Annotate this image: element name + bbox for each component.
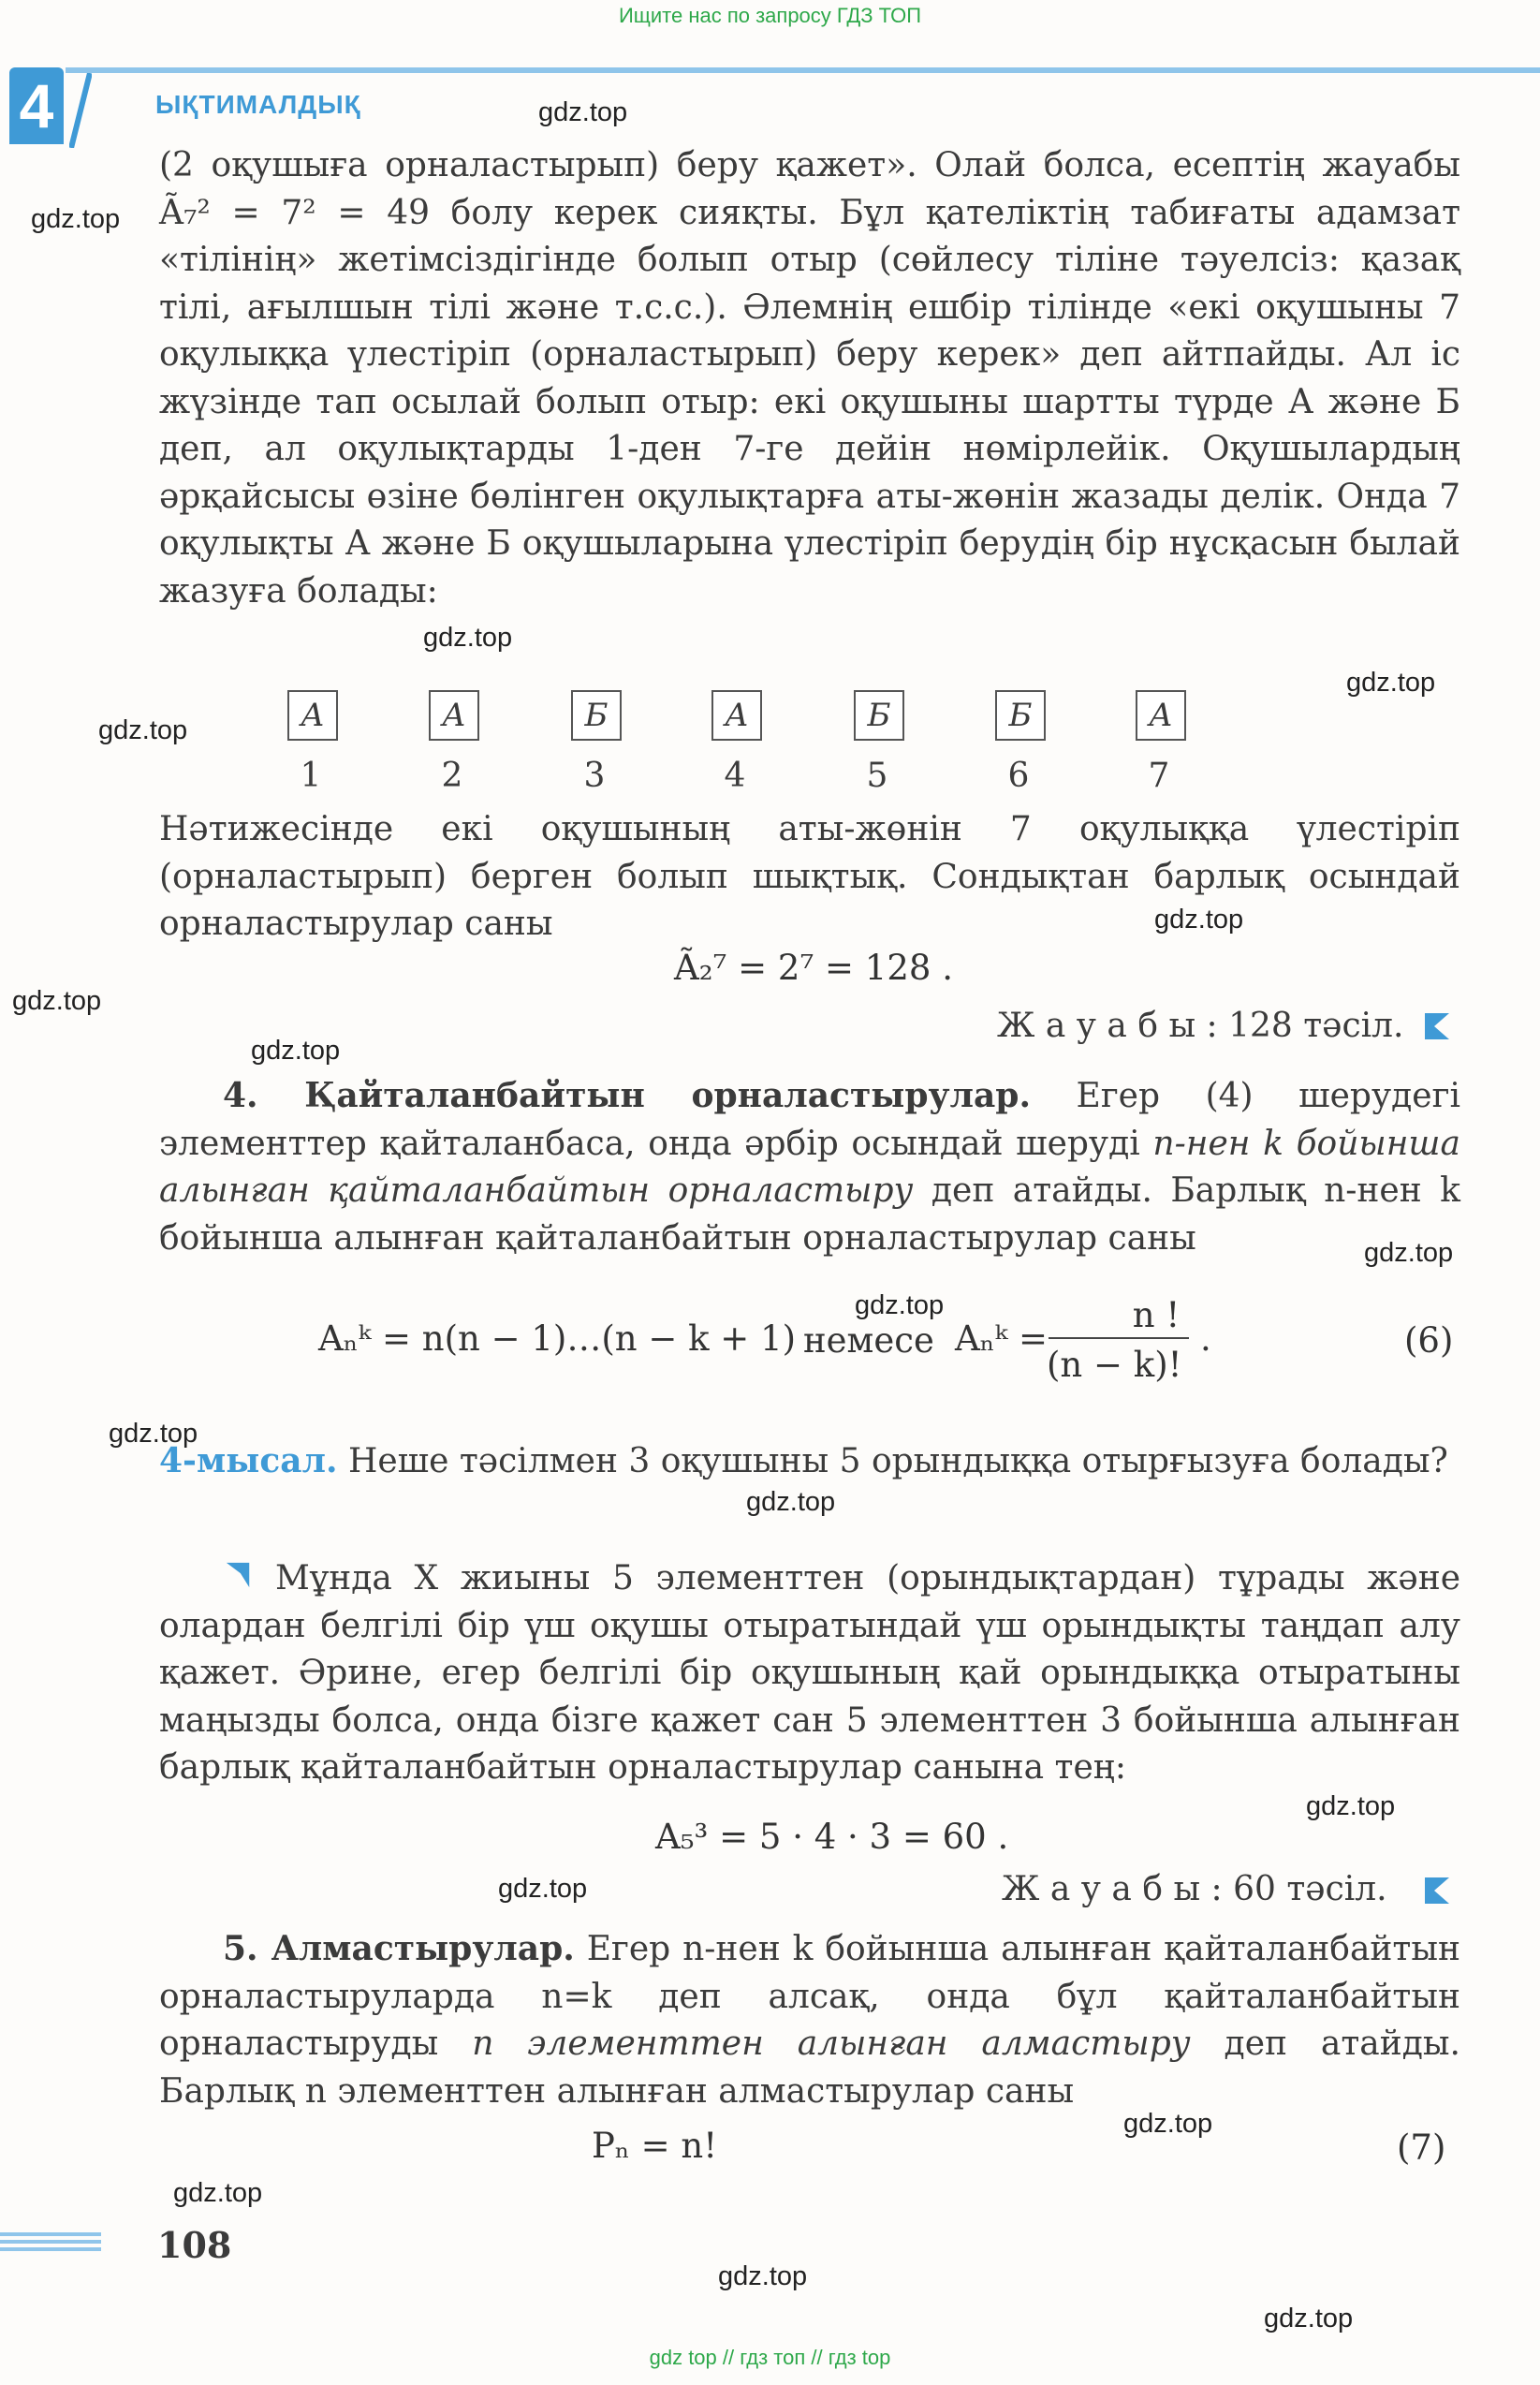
watermark-text: gdz.top	[12, 986, 102, 1016]
example-4-question	[159, 1437, 1460, 1486]
section-4-text-end: деп атайды. Барлық n-нен k бойынша алынған қайталанбайтын орналастырулар саны	[159, 1171, 1460, 1258]
section-4-heading: 4. Қайталанбайтын орналастырулар.	[223, 1076, 1031, 1115]
answer-end-flag-icon	[1421, 1011, 1451, 1041]
book-number: 1	[300, 757, 322, 795]
watermark-text: gdz.top	[98, 715, 188, 745]
watermark-text: gdz.top	[718, 2261, 808, 2291]
formula-6-left: Aₙᵏ = n(n − 1)…(n − k + 1)	[318, 1318, 797, 1359]
formula-7-number: (7)	[1397, 2127, 1446, 2168]
formula-6-rhs: Aₙᵏ =	[955, 1318, 1048, 1359]
book-assignment-cell: Б	[995, 690, 1046, 741]
bottom-links[interactable]: gdz top // гдз топ // гдз top	[649, 2346, 891, 2369]
watermark-text: gdz.top	[423, 623, 513, 653]
example-4-label: 4-мысал.	[159, 1441, 338, 1480]
section-4-text: Егер (4) шерудегі элементтер қайталанбаса, онда әрбір осындай шеруді	[159, 1077, 1460, 1163]
formula-6-or: немесе	[803, 1320, 934, 1361]
page-number: 108	[157, 2224, 232, 2266]
book-assignment-cell: А	[429, 690, 479, 741]
answer-line: Ж а у а б ы : 60 тәсіл.	[1002, 1870, 1387, 1908]
chapter-title: ЫҚТИМАЛДЫҚ	[155, 90, 361, 119]
section-4-term: n-нен k бойынша алынған қайталанбайтын орналастыру	[159, 1124, 1460, 1210]
header-slash-decoration	[69, 73, 92, 148]
watermark-text: gdz.top	[173, 2178, 263, 2208]
book-number: 2	[441, 757, 463, 795]
formula-60: A₅³ = 5 · 4 · 3 = 60 .	[655, 1817, 1009, 1857]
formula-6-denominator: (n − k)!	[1047, 1345, 1182, 1385]
formula-6-numerator: n !	[1132, 1295, 1181, 1335]
watermark-text: gdz.top	[538, 97, 628, 127]
section-5-paragraph	[159, 1925, 1460, 2115]
watermark-text: gdz.top	[855, 1290, 945, 1320]
section-4-paragraph	[159, 1072, 1460, 1262]
example-4-text: Неше тәсілмен 3 оқушыны 5 орындыққа отырғызуға болады?	[337, 1442, 1448, 1480]
book-number: 3	[583, 757, 606, 795]
chapter-header-line	[66, 67, 1540, 73]
book-number: 5	[866, 757, 888, 795]
watermark-text: gdz.top	[251, 1036, 341, 1066]
intro-paragraph	[159, 142, 1460, 615]
watermark-text: gdz.top	[1123, 2109, 1213, 2139]
watermark-text: gdz.top	[498, 1874, 588, 1904]
formula-7: Pₙ = n!	[592, 2126, 718, 2166]
section-5-heading: 5. Алмастырулар.	[223, 1929, 575, 1968]
formula-6-period: .	[1200, 1318, 1211, 1359]
watermark-text: gdz.top	[31, 204, 121, 234]
answer-line: Ж а у а б ы : 128 тәсіл.	[997, 1007, 1404, 1045]
formula-128: Ã₂⁷ = 2⁷ = 128 .	[674, 948, 953, 988]
watermark-text: gdz.top	[1346, 668, 1436, 698]
book-number: 4	[724, 757, 746, 795]
formula-6-number: (6)	[1404, 1320, 1454, 1361]
book-assignment-cell: А	[287, 690, 338, 741]
paragraph-text: (2 оқушыға орналастырып) беру қажет». Олай болса, есептің жауабы Ã₇² = 7² = 49 болу керек сияқты. Бұл қателіктің табиғаты адамзат «тілінің» жетімсіздігінде болып отыр (сөйлесу тіліне тәуелсіз: қазақ тілі, ағылшын тілі және т.с.с.). Әлемнің ешбір тілінде «екі оқушыны 7 оқулыққа үлестіріп (орналастырып) беру керек» деп айтпайды. Ал іс жүзінде тап осылай болып отыр: екі оқушыны шартты түрде А және Б деп, ал оқулықтарды 1-ден 7-ге дейін нөмірлейік. Оқушылардың әрқайсысы өзіне бөлінген оқулықтарға аты-жөнін жазады делік. Онда 7 оқулықты А және Б оқушыларына үлестіріп берудің бір нұсқасын былай жазуға болады:	[159, 146, 1460, 611]
fraction-bar	[1049, 1337, 1189, 1339]
watermark-text: gdz.top	[1154, 905, 1244, 935]
top-search-link[interactable]: Ищите нас по запросу ГДЗ ТОП	[618, 4, 922, 27]
watermark-text: gdz.top	[1364, 1238, 1454, 1268]
solution-text: Мұнда X жиыны 5 элементтен (орындықтардан) тұрады және олардан белгілі бір үш оқушы отыратындай үш орындықты таңдап алу қажет. Әрине, егер белгілі бір оқушының қай орындыққа отыратыны маңызды болса, онда бізге қажет сан 5 элементтен 3 бойынша алынған барлық қайталанбайтын орналастырулар санына тең:	[159, 1559, 1460, 1787]
book-assignment-cell: А	[711, 690, 762, 741]
book-assignment-cell: Б	[571, 690, 622, 741]
paragraph-text: Нәтижесінде екі оқушының аты-жөнін 7 оқулыққа үлестіріп (орналастырып) берген болып шықтық. Сондықтан барлық осындай орналастырулар саны	[159, 810, 1460, 943]
book-number: 6	[1007, 757, 1030, 795]
chapter-number-badge: 4	[9, 67, 64, 144]
watermark-text: gdz.top	[1306, 1791, 1396, 1821]
watermark-text: gdz.top	[1264, 2304, 1354, 2333]
book-assignment-cell: Б	[854, 690, 904, 741]
book-assignment-cell: А	[1136, 690, 1186, 741]
section-5-text-end: деп атайды. Барлық n элементтен алынған алмастырулар саны	[159, 2024, 1460, 2111]
book-number: 7	[1148, 757, 1170, 795]
section-5-term: n элементтен алынған алмастыру	[472, 2024, 1191, 2063]
section-5-text: Егер n-нен k бойынша алынған қайталанбайтын орналастыруларда n=k деп алсақ, онда бұл қайталанбайтын орналастыруды	[159, 1930, 1460, 2063]
page-footer-stripes	[0, 2232, 101, 2251]
answer-end-flag-icon	[1421, 1876, 1451, 1906]
watermark-text: gdz.top	[746, 1487, 836, 1517]
watermark-text: gdz.top	[109, 1419, 198, 1449]
result-paragraph	[159, 806, 1460, 949]
example-4-solution	[159, 1555, 1460, 1792]
